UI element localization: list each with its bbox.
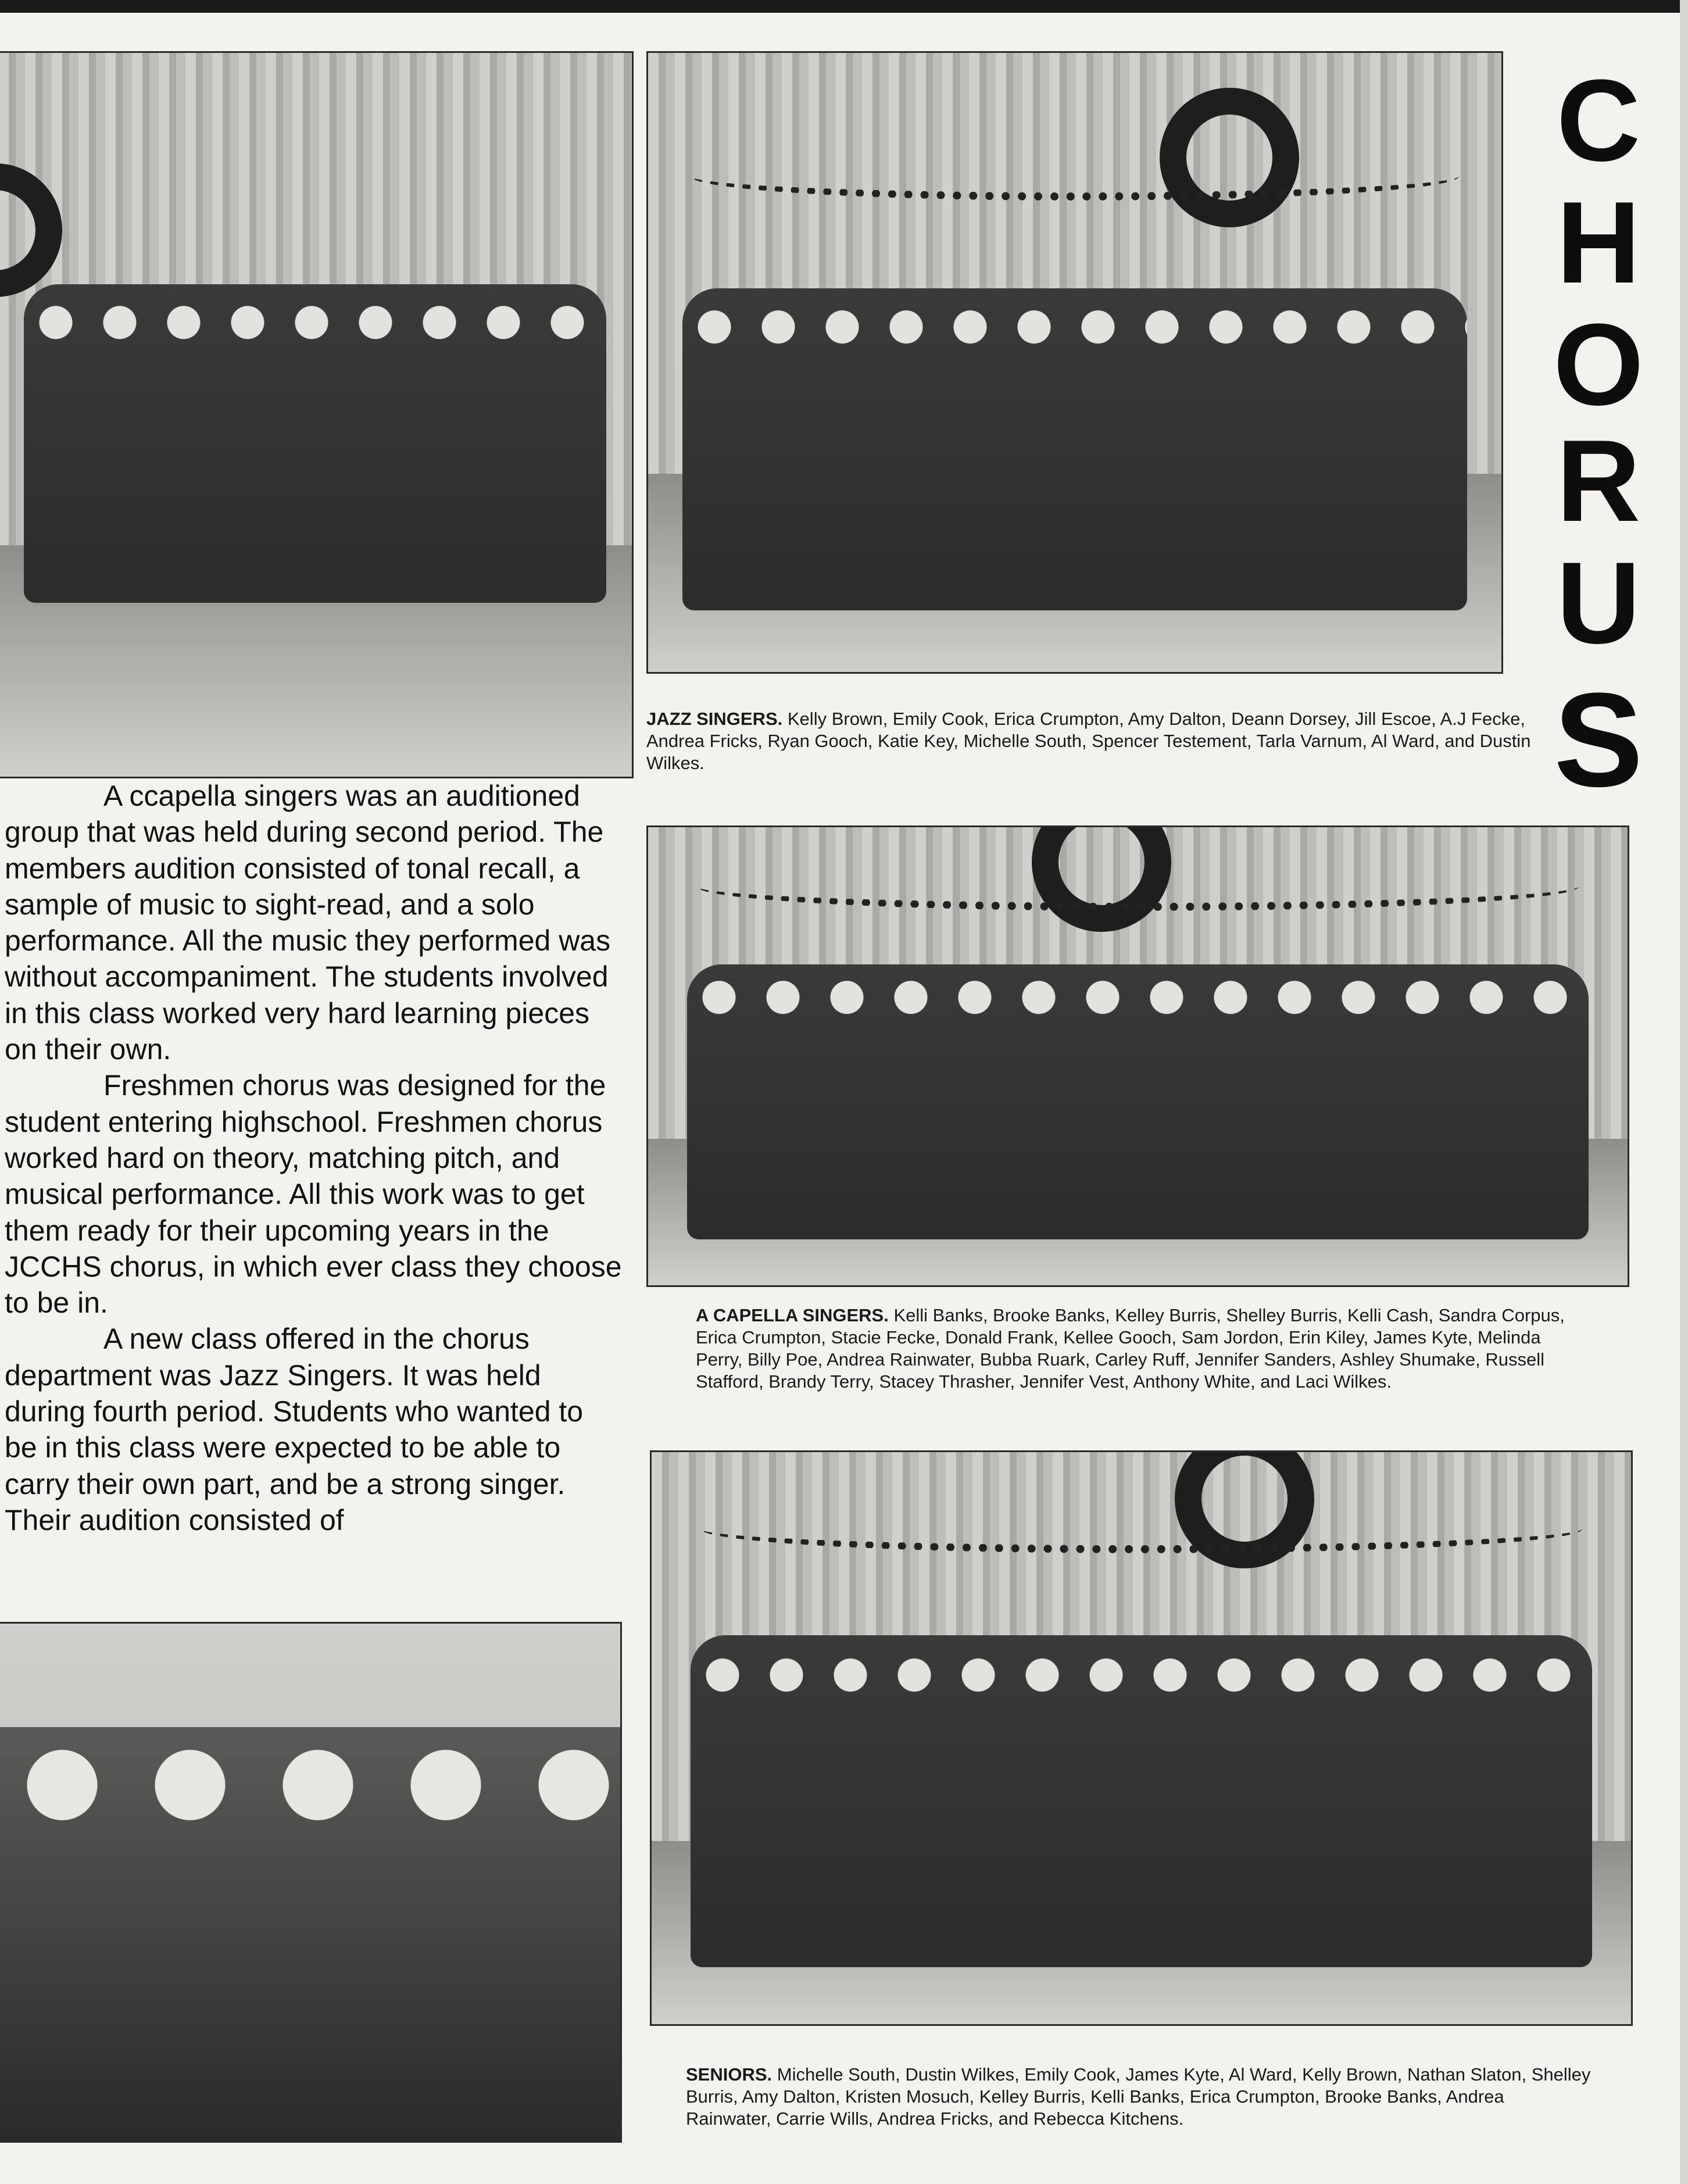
caption-names: Kelly Brown, Emily Cook, Erica Crumpton, Amy Dalton, Deann Dorsey, Jill Escoe, A.J Fecke, Andrea Fricks, Ryan Gooch, Katie Key, Michelle South, Spencer Testement, Tarla Varnum, Al Ward, and Dustin Wilkes. <box>646 709 1531 773</box>
full-chorus-photo <box>0 51 634 778</box>
paragraph-jazz: A new class offered in the chorus department was Jazz Singers. It was held during fourth period. Students who wanted to be in this class were expected to be able to carry their own part, and be a strong singer. Their audition consisted of <box>5 1322 584 1536</box>
page-right-edge <box>1680 0 1688 2184</box>
freshmen-chorus-photo <box>0 1622 622 2143</box>
caption-label: JAZZ SINGERS. <box>646 709 783 729</box>
page-top-edge <box>0 0 1688 13</box>
heading-letter-o: O <box>1553 300 1644 430</box>
heading-letter-r: R <box>1556 416 1641 546</box>
caption-names: Michelle South, Dustin Wilkes, Emily Cook, James Kyte, Al Ward, Kelly Brown, Nathan Slaton, Shelley Burris, Amy Dalton, Kristen Mosuch, Kelley Burris, Kelli Banks, Erica Crumpton, Brooke Banks, Andrea Rainwater, Carrie Wills, Andrea Fricks, and Rebecca Kitchens. <box>686 2064 1591 2129</box>
garland <box>691 152 1458 201</box>
acapella-singers-photo <box>646 825 1629 1287</box>
choir-group <box>682 288 1468 610</box>
heading-letter-h: H <box>1556 178 1641 308</box>
article-body <box>5 778 622 1538</box>
caption-label: SENIORS. <box>686 2064 773 2085</box>
choir-group <box>24 284 607 603</box>
heading-letter-u: U <box>1556 538 1641 668</box>
caption-label: A CAPELLA SINGERS. <box>696 1305 889 1325</box>
heading-letter-c: C <box>1556 56 1641 185</box>
choir-group <box>687 964 1588 1239</box>
seniors-caption <box>686 2064 1593 2130</box>
student-group <box>0 1727 620 2141</box>
acapella-singers-caption <box>696 1304 1585 1393</box>
jazz-singers-photo <box>646 51 1503 674</box>
garland <box>697 862 1579 911</box>
paragraph-acapella: A ccapella singers was an auditioned group that was held during second period. The members audition consisted of tonal recall, a sample of music to sight-read, and a solo performance. All the music they performed was without accompaniment. The students involved in this class worked very hard learning pieces on their own. <box>5 780 611 1066</box>
seniors-photo <box>650 1450 1633 2026</box>
paragraph-freshmen: Freshmen chorus was designed for the student entering highschool. Freshmen chorus worked hard on theory, matching pitch, and musical performance. All this work was to get them ready for their upcoming years in the JCCHS chorus, in which ever class they choose to be in. <box>5 1069 622 1320</box>
garland <box>700 1504 1582 1553</box>
jazz-singers-caption <box>646 708 1536 774</box>
caption-names: Kelli Banks, Brooke Banks, Kelley Burris, Shelley Burris, Kelli Cash, Sandra Corpus, Erica Crumpton, Stacie Fecke, Donald Frank, Kellee Gooch, Sam Jordon, Erin Kiley, James Kyte, Melinda Perry, Billy Poe, Andrea Rainwater, Bubba Ruark, Carley Ruff, Jennifer Sanders, Ashley Shumake, Russell Stafford, Brandy Terry, Stacey Thrasher, Jennifer Vest, Anthony White, and Laci Wilkes. <box>696 1305 1565 1392</box>
heading-letter-s: S <box>1554 665 1643 814</box>
choir-group <box>691 1635 1592 1967</box>
